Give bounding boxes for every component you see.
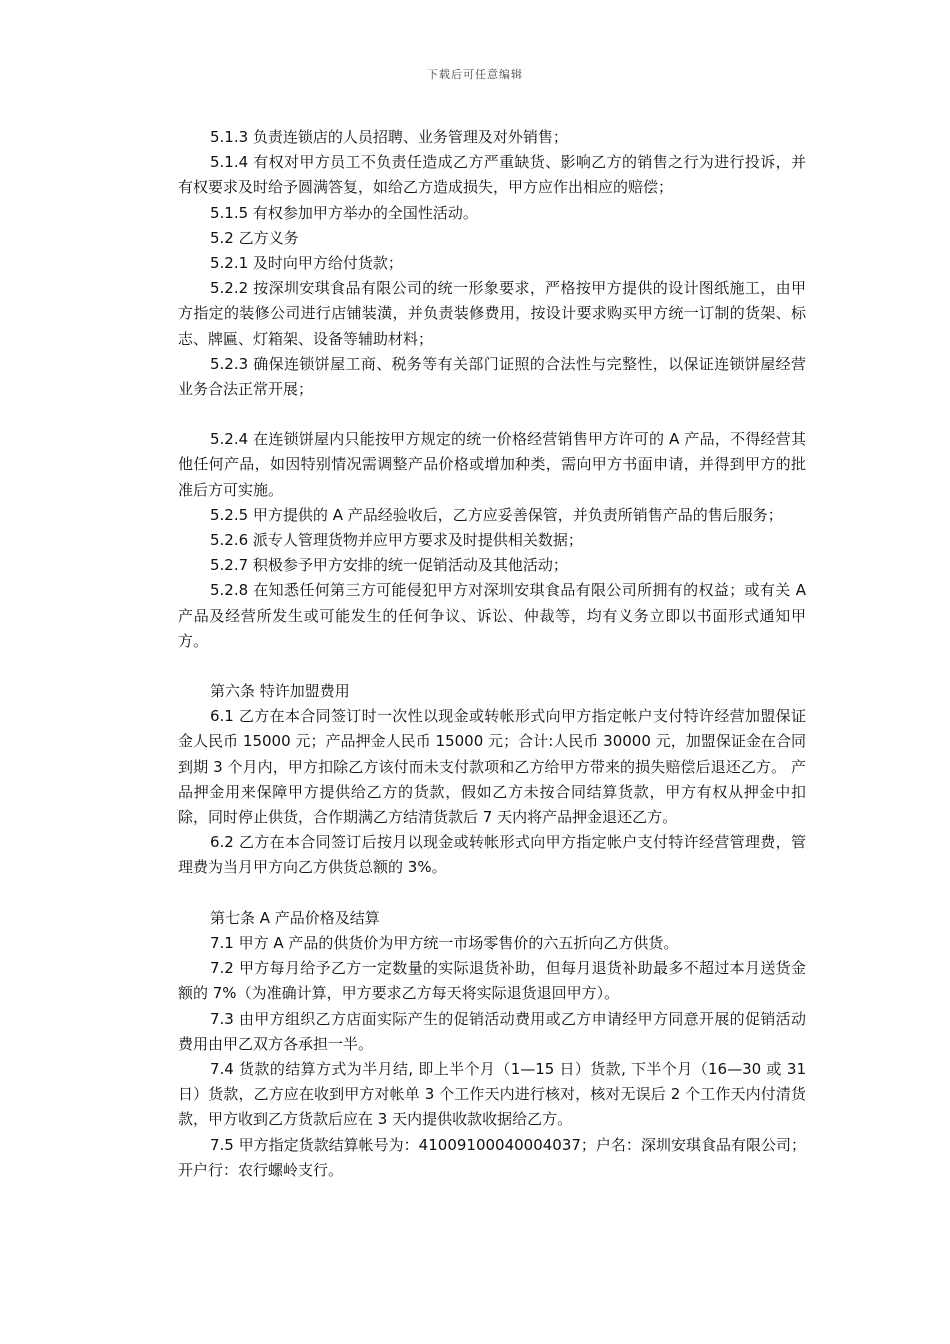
- paragraph-spacer: [178, 654, 806, 679]
- paragraph: 5.2.1 及时向甲方给付货款；: [210, 254, 403, 273]
- paragraph: 7.5 甲方指定货款结算帐号为：41009100040004037；户名：深圳安琪食品有限公司；开户行：农行螺岭支行。: [178, 1135, 806, 1179]
- paragraph: 5.2.5 甲方提供的 A 产品经验收后，乙方应妥善保管，并负责所销售产品的售后服务；: [210, 505, 783, 524]
- paragraph: 5.2.3 确保连锁饼屋工商、税务等有关部门证照的合法性与完整性，以保证连锁饼屋经营业务合法正常开展；: [178, 354, 806, 399]
- document-body: [178, 125, 806, 1183]
- paragraph: 5.1.4 有权对甲方员工不负责任造成乙方严重缺货、影响乙方的销售之行为进行投诉，并有权要求及时给予圆满答复，如给乙方造成损失，甲方应作出相应的赔偿；: [178, 153, 806, 197]
- paragraph: 5.2 乙方义务: [210, 228, 299, 247]
- paragraph: 5.2.8 在知悉任何第三方可能侵犯甲方对深圳安琪食品有限公司所拥有的权益；或有关 A 产品及经营所发生或可能发生的任何争议、诉讼、仲裁等，均有义务立即以书面形式通知甲方。: [178, 581, 806, 650]
- paragraph: 第六条 特许加盟费用: [210, 682, 350, 701]
- paragraph: 6.1 乙方在本合同签订时一次性以现金或转帐形式向甲方指定帐户支付特许经营加盟保证金人民币 15000 元；产品押金人民币 15000 元；合计:人民币 30000 元，加盟保证金在合同到期 3 个月内，甲方扣除乙方该付而未支付款项和乙方给甲方带来的损失赔偿后退还乙方。 产品押金用来保障甲方提供给乙方的货款，假如乙方未按合同结算货款，甲方有权从押金中扣除，同时停止供货，合作期满乙方结清货款后 7 天内将产品押金退还乙方。: [178, 707, 806, 827]
- paragraph-spacer: [178, 881, 806, 906]
- paragraph: 5.1.5 有权参加甲方举办的全国性活动。: [210, 203, 478, 222]
- paragraph: 7.2 甲方每月给予乙方一定数量的实际退货补助，但每月退货补助最多不超过本月送货金额的 7%（为准确计算，甲方要求乙方每天将实际退货退回甲方）。: [178, 959, 806, 1003]
- paragraph: 5.2.7 积极参予甲方安排的统一促销活动及其他活动；: [210, 556, 568, 575]
- paragraph: 5.2.2 按深圳安琪食品有限公司的统一形象要求，严格按甲方提供的设计图纸施工，由甲方指定的装修公司进行店铺装潢，并负责装修费用，按设计要求购买甲方统一订制的货架、标志、牌匾、灯箱架、设备等辅助材料；: [178, 279, 806, 348]
- paragraph: 7.1 甲方 A 产品的供货价为甲方统一市场零售价的六五折向乙方供货。: [210, 933, 679, 952]
- page-header-note: 下载后可任意编辑: [427, 68, 523, 81]
- paragraph: 5.2.4 在连锁饼屋内只能按甲方规定的统一价格经营销售甲方许可的 A 产品，不得经营其他任何产品，如因特别情况需调整产品价格或增加种类，需向甲方书面申请，并得到甲方的批准后方可实施。: [178, 430, 806, 499]
- paragraph: 5.2.6 派专人管理货物并应甲方要求及时提供相关数据；: [210, 531, 583, 550]
- paragraph: 6.2 乙方在本合同签订后按月以现金或转帐形式向甲方指定帐户支付特许经营管理费，管理费为当月甲方向乙方供货总额的 3%。: [178, 833, 806, 877]
- paragraph-spacer: [178, 402, 806, 427]
- paragraph: 7.4 货款的结算方式为半月结, 即上半个月（1—15 日）货款, 下半个月（16—30 或 31 日）货款，乙方应在收到甲方对帐单 3 个工作天内进行核对，核对无误后 2 个工作天内付清货款，甲方收到乙方货款后应在 3 天内提供收款收据给乙方。: [178, 1059, 806, 1129]
- paragraph: 第七条 A 产品价格及结算: [210, 908, 380, 927]
- paragraph: 7.3 由甲方组织乙方店面实际产生的促销活动费用或乙方申请经甲方同意开展的促销活动费用由甲乙双方各承担一半。: [178, 1009, 806, 1053]
- paragraph: 5.1.3 负责连锁店的人员招聘、业务管理及对外销售；: [210, 128, 568, 146]
